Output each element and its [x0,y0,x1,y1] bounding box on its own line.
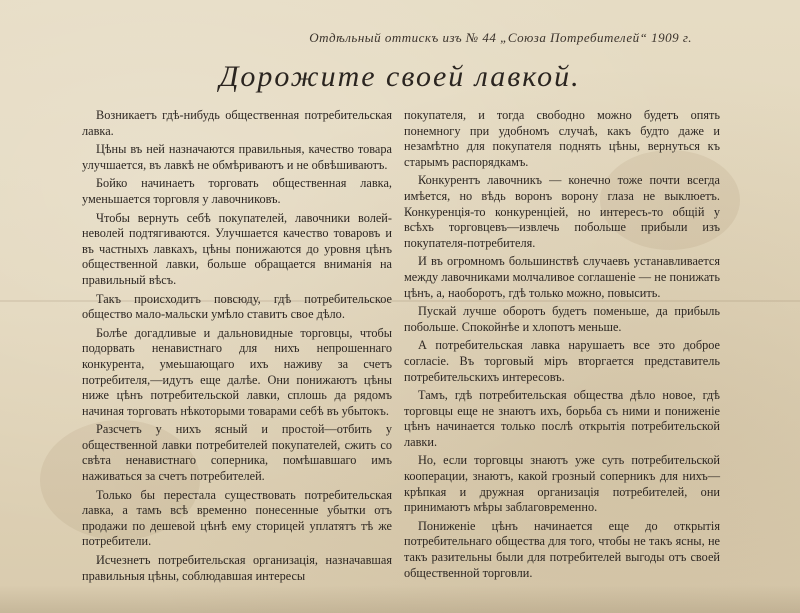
paragraph: Пускай лучше оборотъ будетъ поменьше, да прибыль побольше. Спокойнѣе и хлопотъ меньше. [404,304,720,334]
paragraph: Бойко начинаетъ торговать общественная лавка, уменьшается торговля у лавочниковъ. [82,176,392,206]
paragraph: Исчезнетъ потребительская организація, назначавшая правильныя цѣны, соблюдавшая интересы [82,553,392,583]
article-column-left [82,108,392,587]
paragraph: Болѣе догадливые и дальновидные торговцы, чтобы подорвать ненавистнаго для нихъ непрошеннаго конкурента, умеьшающаго ихъ наживу за счетъ потребителя,—идутъ еще далѣе. Они понижаютъ цѣны ниже цѣнъ потребительской лавки, сплошь да рядомъ начиная торговать нѣкоторыми товарами себѣ въ убытокъ. [82,325,392,418]
reprint-note: Отдѣльный оттискъ изъ № 44 „Союза Потребителей“ 1909 г. [309,30,692,45]
paragraph: Тамъ, гдѣ потребительская общества дѣло новое, гдѣ торговцы еще не знаютъ ихъ, борьба съ ними и пониженіе цѣнъ начинается только послѣ открытія потребительской лавки. [404,388,720,449]
paragraph: Конкурентъ лавочникъ — конечно тоже почти всегда имѣется, но вѣдь воронъ ворону глаза не выклюетъ. Конкуренція-то конкуренціей, но интересъ-то общій у всѣхъ торговцевъ—извлечь побольше прибыли изъ покупателя-потребителя. [404,173,720,250]
paragraph: Такъ происходитъ повсюду, гдѣ потребительское общество мало-мальски умѣло ставитъ свое дѣло. [82,291,392,322]
paragraph: Возникаетъ гдѣ-нибудь общественная потребительская лавка. [82,108,392,138]
paragraph: Пониженіе цѣнъ начинается еще до открытія потребительнаго общества для того, чтобы не такъ ясны, не такъ разительны были для потребителей выгоды отъ своей общественной торговли. [404,518,720,580]
paragraph: Разсчетъ у нихъ ясный и простой—отбить у общественной лавки потребителей покупателей, сжить со свѣта ненавистнаго соперника, помѣшавшаго имъ наживаться за счетъ потребителей. [82,422,392,484]
article-title: Дорожите своей лавкой. [219,60,581,93]
paragraph: покупателя, и тогда свободно можно будетъ опять понемногу при удобномъ случаѣ, какъ будто даже и незамѣтно для покупателя поднять цѣны, вернуться къ старымъ распорядкамъ. [404,108,720,169]
article-column-right [404,108,720,584]
paragraph: А потребительская лавка нарушаетъ все это доброе согласіе. Въ торговый міръ вторгается представитель потребительскихъ интересовъ. [404,338,720,384]
paragraph: Цѣны въ ней назначаются правильныя, качество товара улучшается, въ лавкѣ не обмѣриваютъ и не обвѣшиваютъ. [82,142,392,172]
paragraph: Чтобы вернуть себѣ покупателей, лавочники волей-неволей подтягиваются. Улучшается качество товаровъ и въ частныхъ лавкахъ, цѣны понижаются до уровня цѣнъ общественной лавки, больше обращается вниманія на правильный вѣсъ. [82,210,392,287]
paragraph: Только бы перестала существовать потребительская лавка, а тамъ всѣ временно понесенные убытки отъ продажи по дешевой цѣнѣ ему сторицей уплатятъ тѣ же потребители. [82,487,392,549]
paragraph: И въ огромномъ большинствѣ случаевъ устанавливается между лавочниками молчаливое соглашеніе — не понижать цѣнъ, а, наоборотъ, гдѣ только можно, повысить. [404,254,720,300]
torn-bottom-edge [0,585,800,613]
paragraph: Но, если торговцы знаютъ уже суть потребительской кооперации, знаютъ, какой грозный соперникъ для нихъ—крѣпкая и дружная организація потребителей, они принимаютъ мѣры заблаговременно. [404,453,720,515]
